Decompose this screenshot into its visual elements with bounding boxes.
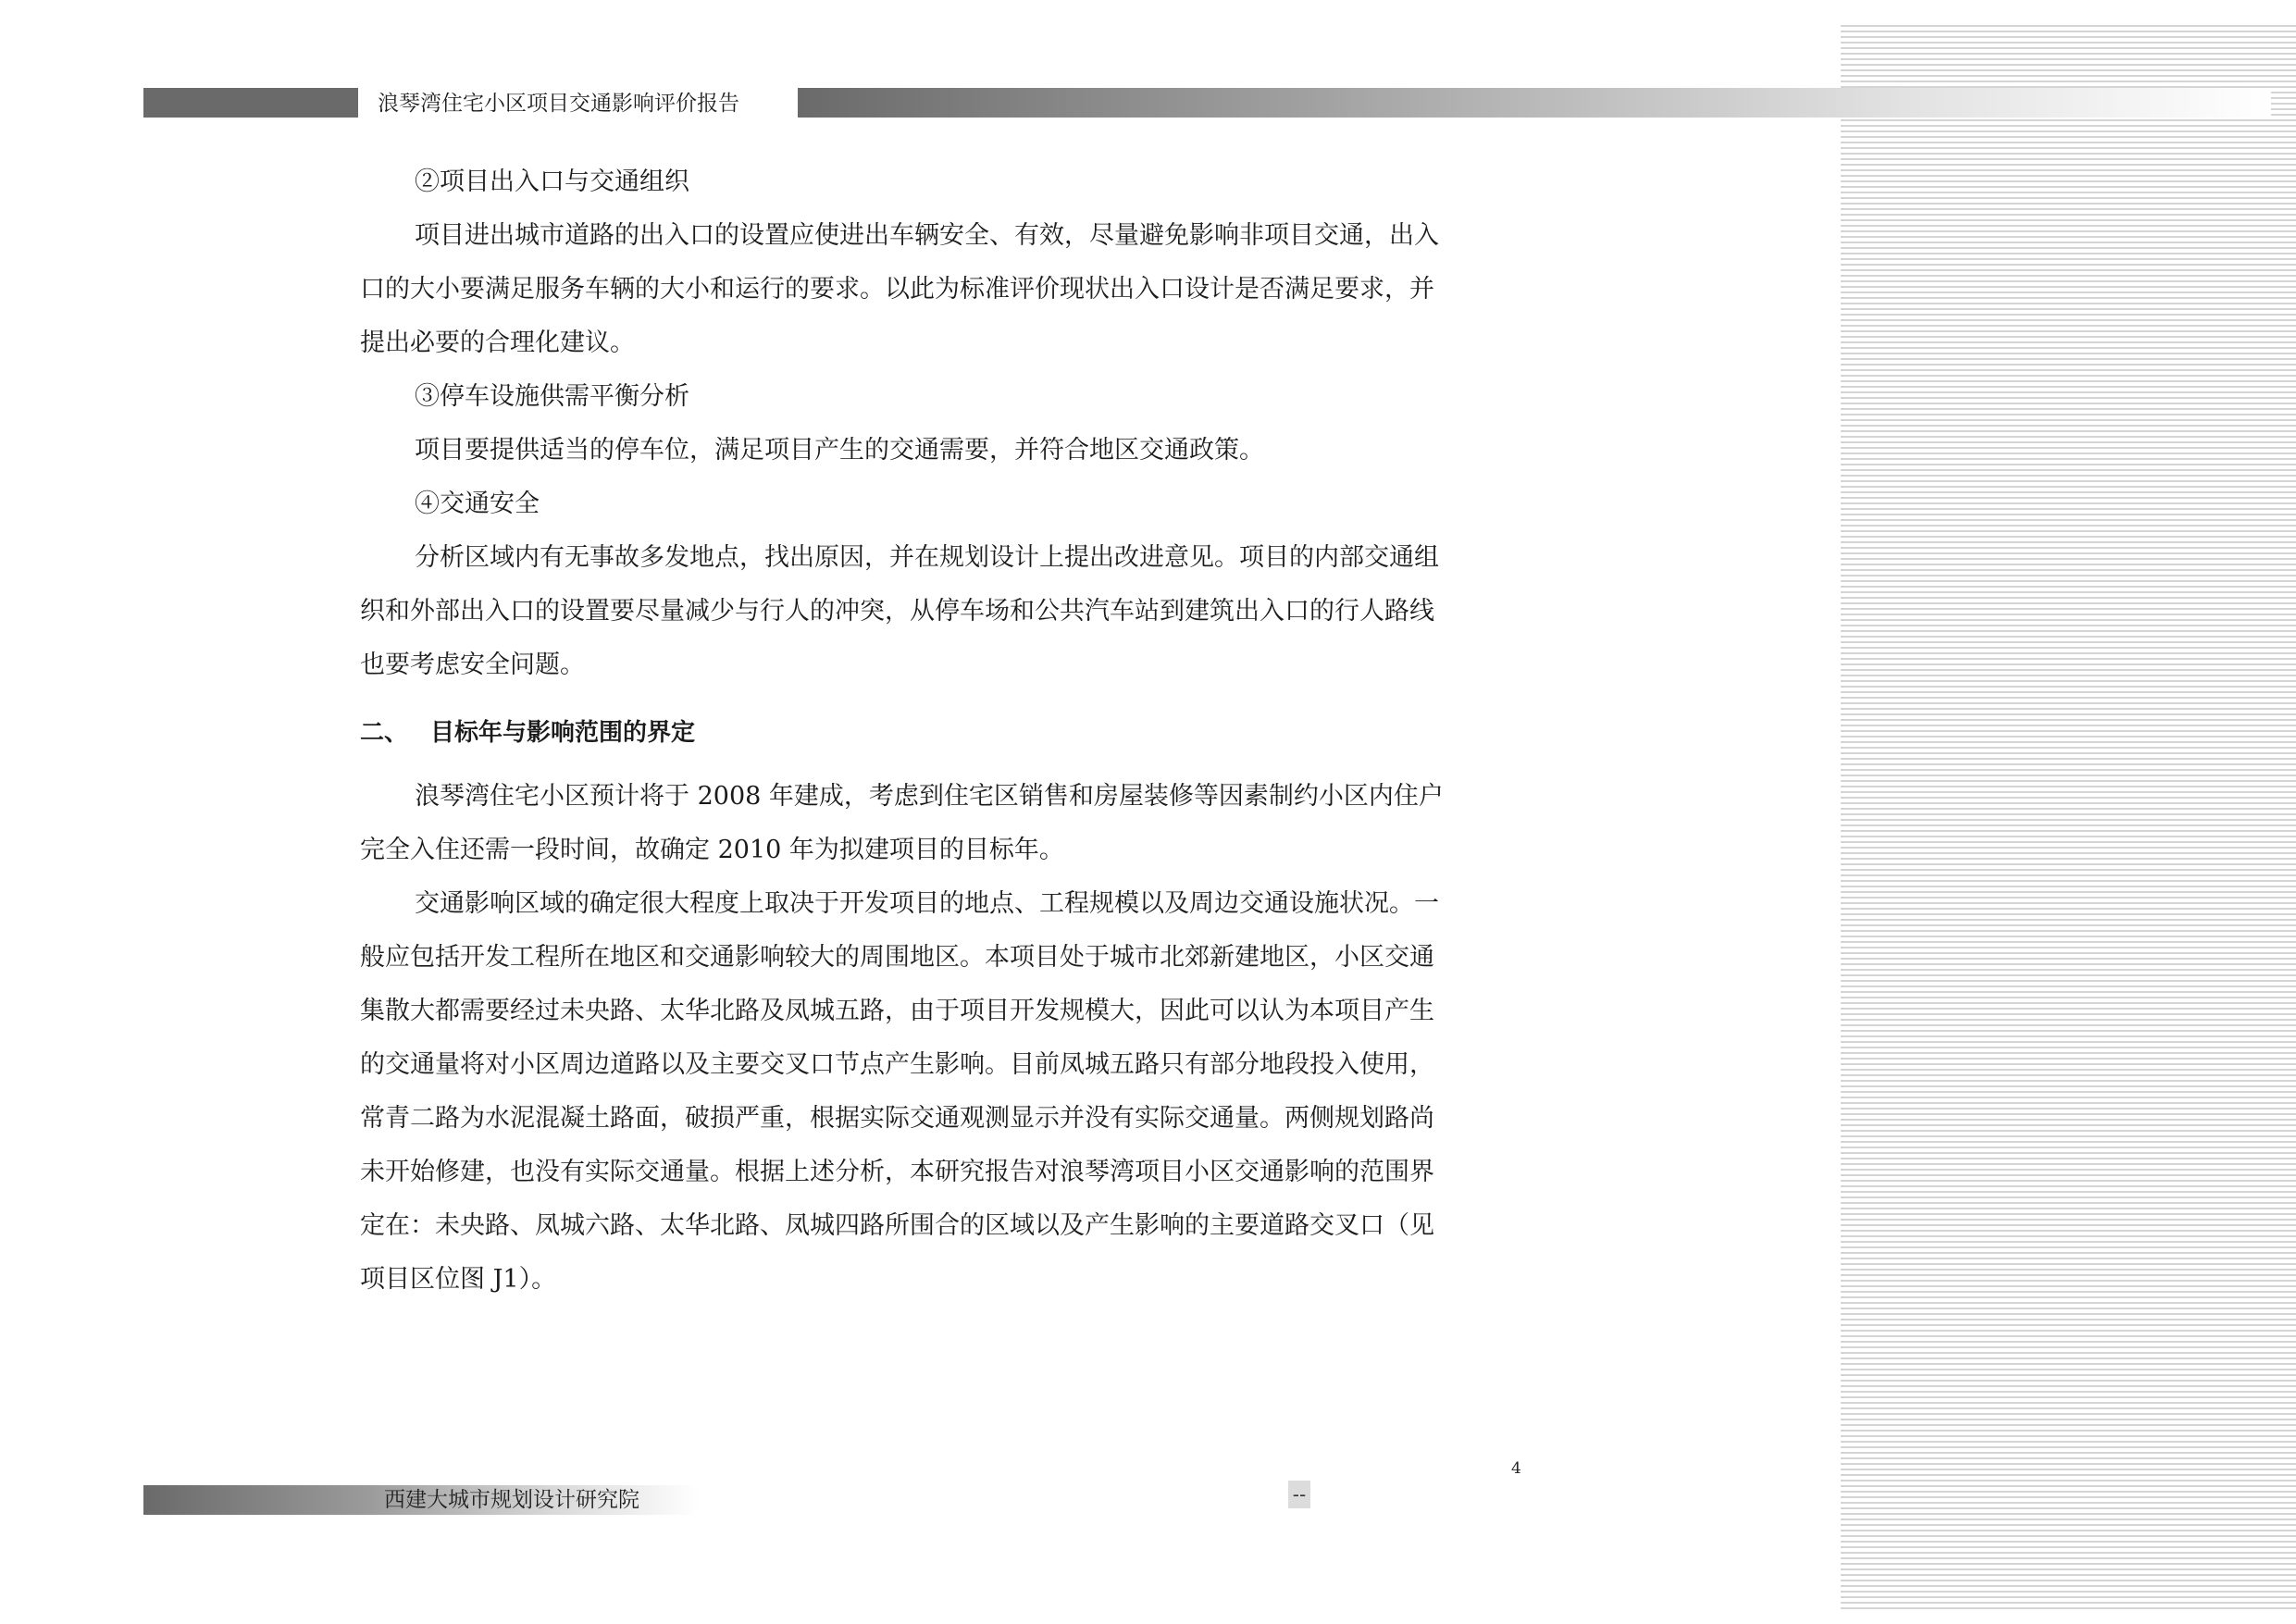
text-line: 织和外部出入口的设置要尽量减少与行人的冲突，从停车场和公共汽车站到建筑出入口的行人路线 [360,597,1434,626]
text-line: 的交通量将对小区周边道路以及主要交叉口节点产生影响。目前凤城五路只有部分地段投入使用， [360,1050,1434,1079]
document-body [360,155,1528,1307]
subsection-entrance-organization [360,155,1528,209]
text-line: 也要考虑安全问题。 [360,651,585,679]
section-title: 目标年与影响范围的界定 [430,719,696,747]
paragraph-parking [360,424,1528,477]
text-line: ④交通安全 [415,490,540,518]
text-line: 提出必要的合理化建议。 [360,329,635,357]
text-line: 浪琴湾住宅小区预计将于 2008 年建成，考虑到住宅区销售和房屋装修等因素制约小区内住户 [415,782,1444,811]
text-line: 分析区域内有无事故多发地点，找出原因，并在规划设计上提出改进意见。项目的内部交通组 [415,543,1439,572]
text-line: 集散大都需要经过未央路、太华北路及凤城五路，由于项目开发规模大，因此可以认为本项目产生 [360,997,1434,1025]
paragraph-impact-area [360,877,1528,1307]
page-number: 4 [1511,1459,1521,1478]
text-line: 般应包括开发工程所在地区和交通影响较大的周围地区。本项目处于城市北郊新建地区，小区交通 [360,943,1434,972]
side-decoration-panel [1841,25,2296,1612]
paragraph-target-year [360,770,1528,877]
text-line: 交通影响区域的确定很大程度上取决于开发项目的地点、工程规模以及周边交通设施状况。一 [415,889,1439,918]
subsection-traffic-safety [360,477,1528,531]
text-line: 项目区位图 J1）。 [360,1265,557,1294]
document-title: 浪琴湾住宅小区项目交通影响评价报告 [378,92,739,116]
text-line: 口的大小要满足服务车辆的大小和运行的要求。以此为标准评价现状出入口设计是否满足要求，并 [360,275,1434,304]
text-line: 未开始修建，也没有实际交通量。根据上述分析，本研究报告对浪琴湾项目小区交通影响的范围界 [360,1158,1434,1186]
text-line: 完全入住还需一段时间，故确定 2010 年为拟建项目的目标年。 [360,836,1064,864]
section-number: 二、 [360,719,409,747]
footer-dash: -- [1288,1481,1310,1508]
text-line: 项目要提供适当的停车位，满足项目产生的交通需要，并符合地区交通政策。 [415,436,1264,465]
text-line: 定在：未央路、凤城六路、太华北路、凤城四路所围合的区域以及产生影响的主要道路交叉口（见 [360,1211,1434,1240]
text-line: ③停车设施供需平衡分析 [415,382,689,411]
subsection-parking-balance [360,370,1528,424]
header-bar-left [143,88,358,118]
paragraph-entrance-design [360,209,1528,370]
text-line: 常青二路为水泥混凝土路面，破损严重，根据实际交通观测显示并没有实际交通量。两侧规划路尚 [360,1104,1434,1133]
text-line: ②项目出入口与交通组织 [415,167,689,196]
text-line: 项目进出城市道路的出入口的设置应使进出车辆安全、有效，尽量避免影响非项目交通，出入 [415,221,1439,250]
footer-institution: 西建大城市规划设计研究院 [384,1488,639,1512]
paragraph-safety [360,531,1528,692]
section-heading [360,705,1528,761]
header-bar-right [798,88,2271,118]
